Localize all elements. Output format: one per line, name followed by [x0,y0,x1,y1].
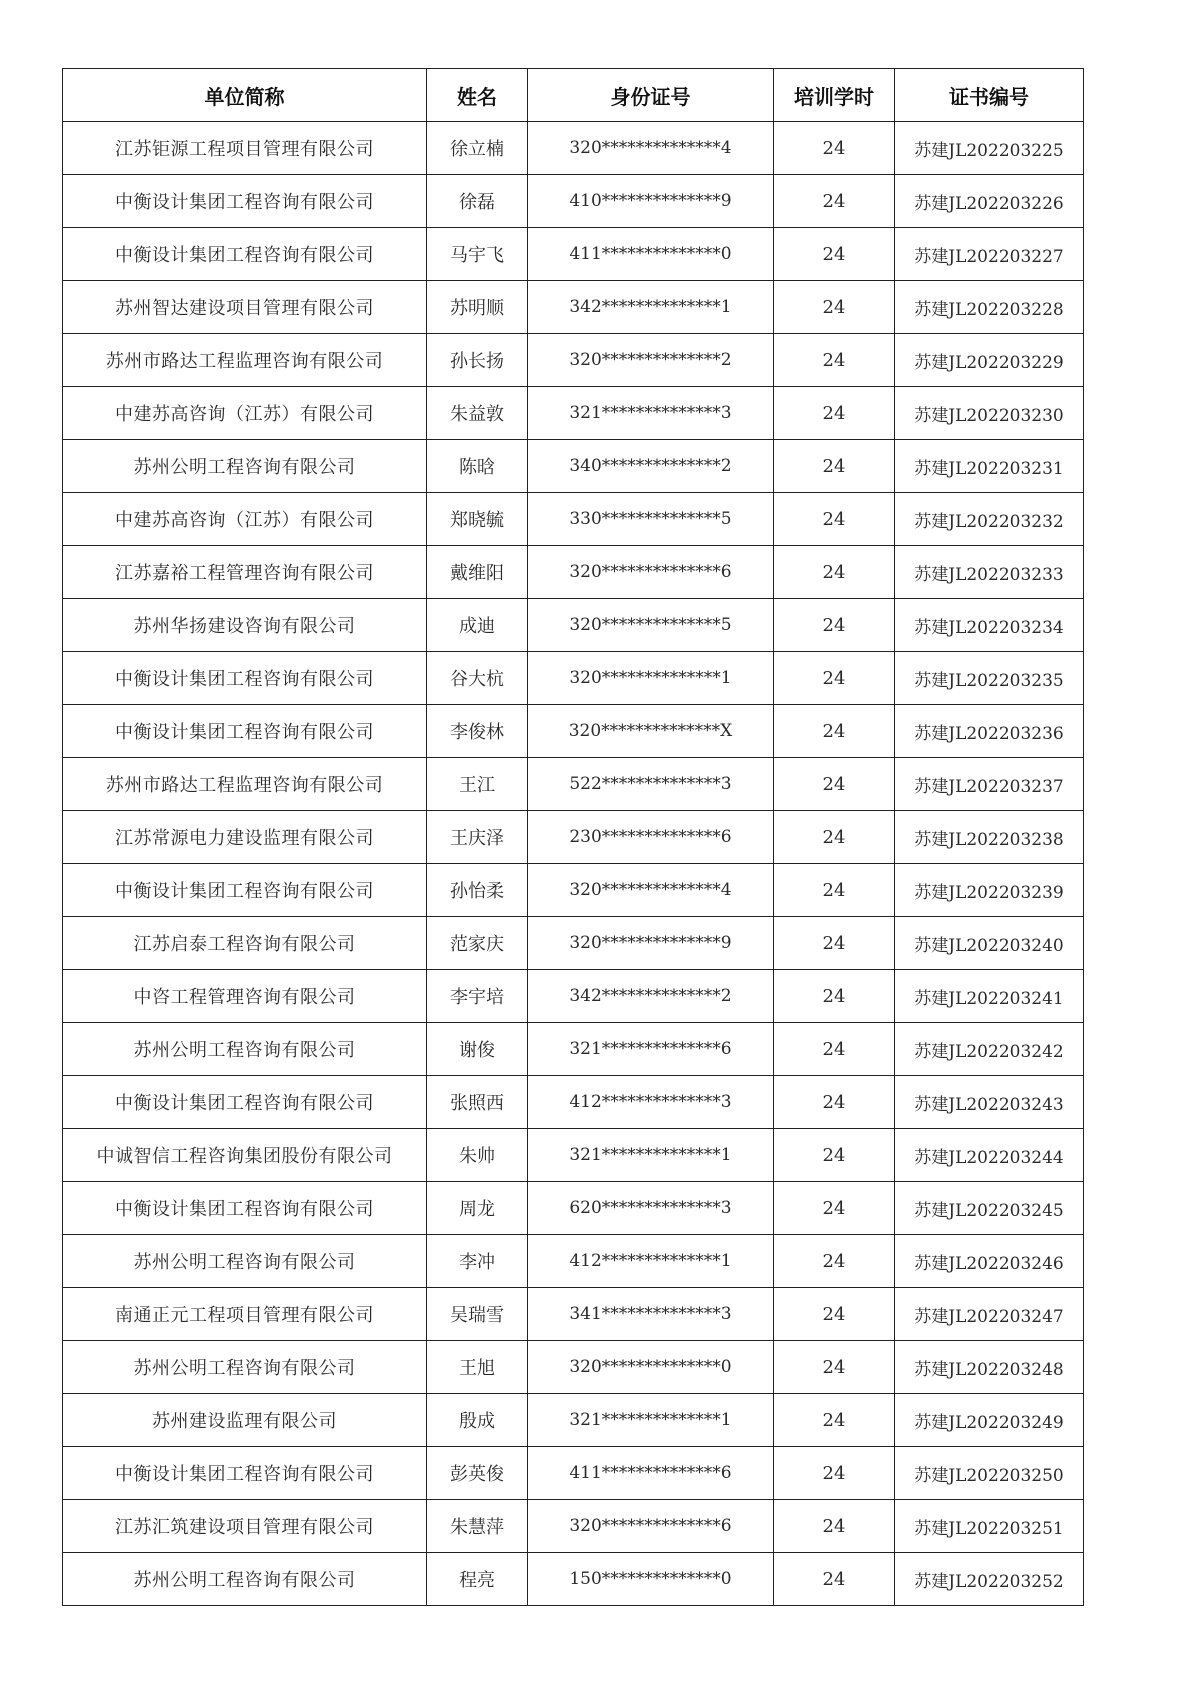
unit-cell: 苏州智达建设项目管理有限公司 [63,281,427,334]
training-certificate-table-page [62,68,1083,1606]
id-number-cell: 320**************X [528,705,774,758]
training-hours-cell: 24 [774,1076,895,1129]
certificate-number-cell: 苏建JL202203241 [895,970,1084,1023]
name-cell: 孙长扬 [427,334,528,387]
training-hours-cell: 24 [774,1235,895,1288]
unit-cell: 苏州公明工程咨询有限公司 [63,1553,427,1606]
certificate-number-cell: 苏建JL202203235 [895,652,1084,705]
id-number-cell: 340**************2 [528,440,774,493]
table-row [63,1500,1084,1553]
table-row [63,1129,1084,1182]
certificate-number-cell: 苏建JL202203250 [895,1447,1084,1500]
unit-cell: 中衡设计集团工程咨询有限公司 [63,175,427,228]
certificate-number-cell: 苏建JL202203249 [895,1394,1084,1447]
training-hours-cell: 24 [774,1023,895,1076]
table-row [63,917,1084,970]
training-hours-cell: 24 [774,387,895,440]
unit-cell: 中衡设计集团工程咨询有限公司 [63,1076,427,1129]
name-cell: 程亮 [427,1553,528,1606]
table-row [63,1553,1084,1606]
table-body [63,122,1084,1606]
table-row [63,334,1084,387]
id-number-cell: 320**************5 [528,599,774,652]
id-number-cell: 342**************2 [528,970,774,1023]
name-cell: 成迪 [427,599,528,652]
unit-cell: 中衡设计集团工程咨询有限公司 [63,652,427,705]
id-number-cell: 320**************9 [528,917,774,970]
id-number-cell: 620**************3 [528,1182,774,1235]
certificate-number-cell: 苏建JL202203233 [895,546,1084,599]
name-cell: 王旭 [427,1341,528,1394]
column-header-certificate-number: 证书编号 [895,69,1084,122]
training-hours-cell: 24 [774,1553,895,1606]
unit-cell: 苏州华扬建设咨询有限公司 [63,599,427,652]
id-number-cell: 412**************3 [528,1076,774,1129]
name-cell: 朱慧萍 [427,1500,528,1553]
certificate-number-cell: 苏建JL202203247 [895,1288,1084,1341]
unit-cell: 苏州公明工程咨询有限公司 [63,1023,427,1076]
certificate-number-cell: 苏建JL202203252 [895,1553,1084,1606]
training-certificate-table [62,68,1084,1606]
certificate-number-cell: 苏建JL202203229 [895,334,1084,387]
unit-cell: 苏州公明工程咨询有限公司 [63,1341,427,1394]
name-cell: 王庆泽 [427,811,528,864]
unit-cell: 江苏嘉裕工程管理咨询有限公司 [63,546,427,599]
table-row [63,493,1084,546]
certificate-number-cell: 苏建JL202203238 [895,811,1084,864]
unit-cell: 苏州公明工程咨询有限公司 [63,1235,427,1288]
table-row [63,705,1084,758]
column-header-id-number: 身份证号 [528,69,774,122]
name-cell: 徐磊 [427,175,528,228]
header-row [63,69,1084,122]
training-hours-cell: 24 [774,705,895,758]
training-hours-cell: 24 [774,864,895,917]
unit-cell: 中衡设计集团工程咨询有限公司 [63,1182,427,1235]
id-number-cell: 320**************0 [528,1341,774,1394]
table-row [63,228,1084,281]
certificate-number-cell: 苏建JL202203230 [895,387,1084,440]
unit-cell: 苏州建设监理有限公司 [63,1394,427,1447]
name-cell: 苏明顺 [427,281,528,334]
table-row [63,1288,1084,1341]
certificate-number-cell: 苏建JL202203248 [895,1341,1084,1394]
name-cell: 朱益敦 [427,387,528,440]
id-number-cell: 412**************1 [528,1235,774,1288]
id-number-cell: 320**************4 [528,864,774,917]
table-row [63,440,1084,493]
name-cell: 孙怡柔 [427,864,528,917]
id-number-cell: 522**************3 [528,758,774,811]
name-cell: 周龙 [427,1182,528,1235]
table-row [63,864,1084,917]
id-number-cell: 342**************1 [528,281,774,334]
training-hours-cell: 24 [774,228,895,281]
id-number-cell: 320**************1 [528,652,774,705]
certificate-number-cell: 苏建JL202203251 [895,1500,1084,1553]
unit-cell: 中衡设计集团工程咨询有限公司 [63,864,427,917]
unit-cell: 苏州公明工程咨询有限公司 [63,440,427,493]
certificate-number-cell: 苏建JL202203231 [895,440,1084,493]
name-cell: 陈晗 [427,440,528,493]
training-hours-cell: 24 [774,122,895,175]
training-hours-cell: 24 [774,599,895,652]
id-number-cell: 411**************0 [528,228,774,281]
table-row [63,1076,1084,1129]
column-header-training-hours: 培训学时 [774,69,895,122]
column-header-name: 姓名 [427,69,528,122]
certificate-number-cell: 苏建JL202203239 [895,864,1084,917]
table-row [63,1341,1084,1394]
table-row [63,175,1084,228]
table-row [63,1394,1084,1447]
certificate-number-cell: 苏建JL202203243 [895,1076,1084,1129]
table-row [63,970,1084,1023]
unit-cell: 中诚智信工程咨询集团股份有限公司 [63,1129,427,1182]
name-cell: 李宇培 [427,970,528,1023]
id-number-cell: 321**************3 [528,387,774,440]
unit-cell: 中建苏高咨询（江苏）有限公司 [63,387,427,440]
training-hours-cell: 24 [774,334,895,387]
id-number-cell: 320**************4 [528,122,774,175]
table-row [63,1235,1084,1288]
certificate-number-cell: 苏建JL202203232 [895,493,1084,546]
name-cell: 李冲 [427,1235,528,1288]
name-cell: 殷成 [427,1394,528,1447]
unit-cell: 中衡设计集团工程咨询有限公司 [63,1447,427,1500]
name-cell: 朱帅 [427,1129,528,1182]
id-number-cell: 320**************6 [528,1500,774,1553]
id-number-cell: 150**************0 [528,1553,774,1606]
table-row [63,811,1084,864]
name-cell: 谷大杭 [427,652,528,705]
name-cell: 谢俊 [427,1023,528,1076]
name-cell: 戴维阳 [427,546,528,599]
column-header-unit: 单位简称 [63,69,427,122]
table-row [63,652,1084,705]
id-number-cell: 330**************5 [528,493,774,546]
table-row [63,546,1084,599]
table-row [63,387,1084,440]
table-row [63,281,1084,334]
training-hours-cell: 24 [774,175,895,228]
training-hours-cell: 24 [774,1129,895,1182]
training-hours-cell: 24 [774,440,895,493]
id-number-cell: 321**************1 [528,1129,774,1182]
name-cell: 马宇飞 [427,228,528,281]
training-hours-cell: 24 [774,493,895,546]
name-cell: 张照西 [427,1076,528,1129]
certificate-number-cell: 苏建JL202203237 [895,758,1084,811]
unit-cell: 江苏启泰工程咨询有限公司 [63,917,427,970]
unit-cell: 江苏汇筑建设项目管理有限公司 [63,1500,427,1553]
unit-cell: 苏州市路达工程监理咨询有限公司 [63,758,427,811]
name-cell: 吴瑞雪 [427,1288,528,1341]
unit-cell: 江苏钜源工程项目管理有限公司 [63,122,427,175]
name-cell: 李俊林 [427,705,528,758]
training-hours-cell: 24 [774,652,895,705]
unit-cell: 中咨工程管理咨询有限公司 [63,970,427,1023]
name-cell: 范家庆 [427,917,528,970]
certificate-number-cell: 苏建JL202203234 [895,599,1084,652]
certificate-number-cell: 苏建JL202203244 [895,1129,1084,1182]
training-hours-cell: 24 [774,1182,895,1235]
unit-cell: 南通正元工程项目管理有限公司 [63,1288,427,1341]
training-hours-cell: 24 [774,1394,895,1447]
certificate-number-cell: 苏建JL202203240 [895,917,1084,970]
training-hours-cell: 24 [774,970,895,1023]
name-cell: 彭英俊 [427,1447,528,1500]
certificate-number-cell: 苏建JL202203236 [895,705,1084,758]
training-hours-cell: 24 [774,546,895,599]
certificate-number-cell: 苏建JL202203245 [895,1182,1084,1235]
training-hours-cell: 24 [774,811,895,864]
id-number-cell: 341**************3 [528,1288,774,1341]
certificate-number-cell: 苏建JL202203227 [895,228,1084,281]
table-row [63,1182,1084,1235]
training-hours-cell: 24 [774,1341,895,1394]
table-row [63,599,1084,652]
table-row [63,122,1084,175]
unit-cell: 中衡设计集团工程咨询有限公司 [63,228,427,281]
id-number-cell: 230**************6 [528,811,774,864]
certificate-number-cell: 苏建JL202203226 [895,175,1084,228]
unit-cell: 中衡设计集团工程咨询有限公司 [63,705,427,758]
training-hours-cell: 24 [774,758,895,811]
training-hours-cell: 24 [774,1288,895,1341]
id-number-cell: 320**************2 [528,334,774,387]
certificate-number-cell: 苏建JL202203225 [895,122,1084,175]
unit-cell: 苏州市路达工程监理咨询有限公司 [63,334,427,387]
certificate-number-cell: 苏建JL202203242 [895,1023,1084,1076]
unit-cell: 中建苏高咨询（江苏）有限公司 [63,493,427,546]
training-hours-cell: 24 [774,1500,895,1553]
certificate-number-cell: 苏建JL202203246 [895,1235,1084,1288]
training-hours-cell: 24 [774,917,895,970]
training-hours-cell: 24 [774,281,895,334]
name-cell: 王江 [427,758,528,811]
training-hours-cell: 24 [774,1447,895,1500]
id-number-cell: 411**************6 [528,1447,774,1500]
id-number-cell: 321**************1 [528,1394,774,1447]
id-number-cell: 320**************6 [528,546,774,599]
name-cell: 徐立楠 [427,122,528,175]
table-row [63,758,1084,811]
id-number-cell: 410**************9 [528,175,774,228]
name-cell: 郑晓毓 [427,493,528,546]
table-row [63,1023,1084,1076]
certificate-number-cell: 苏建JL202203228 [895,281,1084,334]
unit-cell: 江苏常源电力建设监理有限公司 [63,811,427,864]
table-row [63,1447,1084,1500]
table-header [63,69,1084,122]
id-number-cell: 321**************6 [528,1023,774,1076]
